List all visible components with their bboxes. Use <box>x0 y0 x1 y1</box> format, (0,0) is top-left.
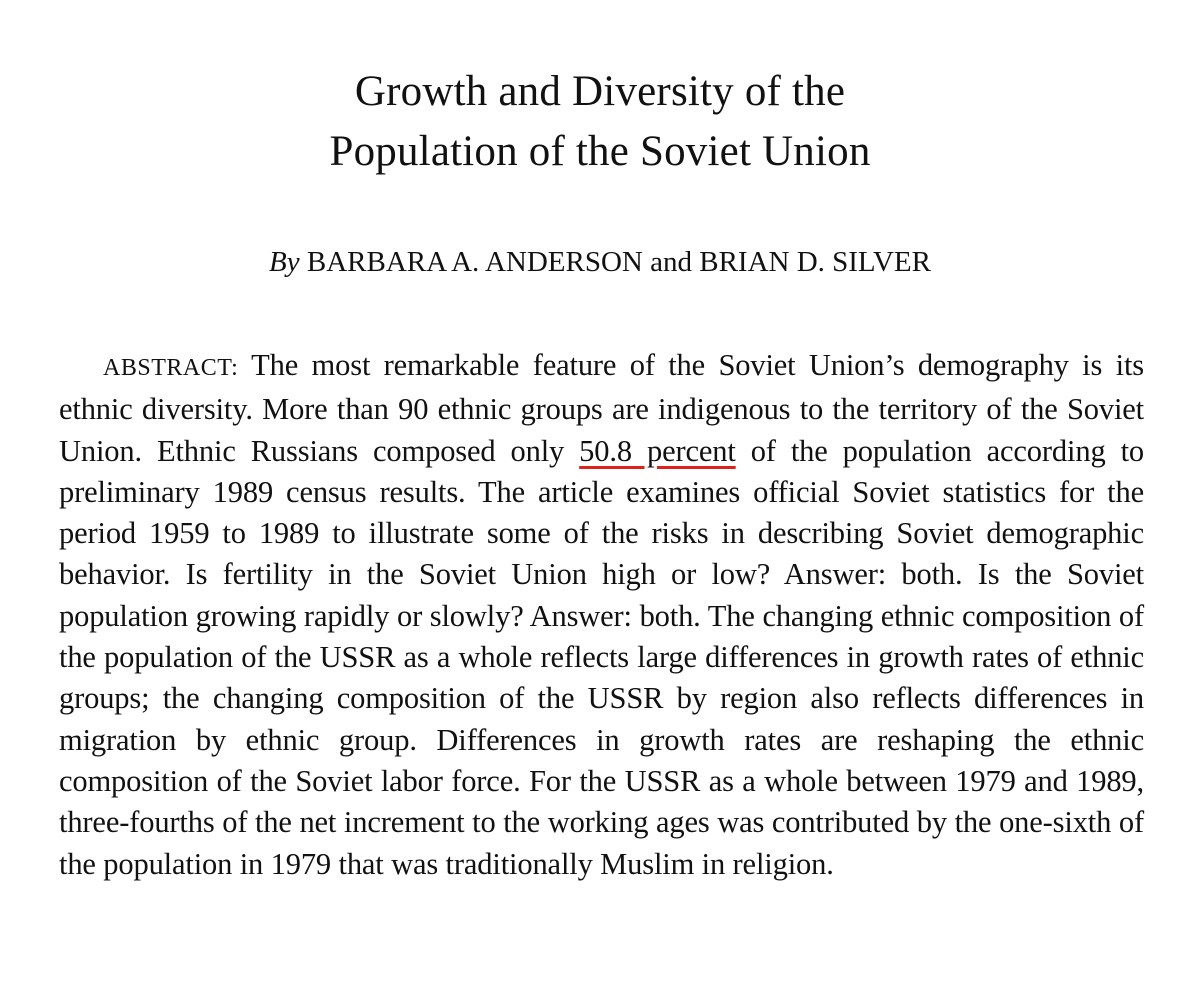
abstract-paragraph <box>59 345 1144 885</box>
byline-prefix: By <box>269 246 300 278</box>
highlighted-statistic: 50.8 percent <box>579 433 736 468</box>
abstract-label: ABSTRACT: <box>103 355 239 381</box>
abstract-text-part-2: of the population according to preliminary 1989 census results. The article examines official Soviet statistics for the period 1959 to 1989 to illustrate some of the risks in describing Soviet demographic behavior. Is fertility in the Soviet Union high or low? Answer: both. Is the Soviet population growing rapidly or slowly? Answer: both. The changing ethnic composition of the population of the USSR as a whole reflects large differences in growth rates of ethnic groups; the changing composition of the USSR by region also reflects differences in migration by ethnic group. Differences in growth rates are reshaping the ethnic composition of the Soviet labor force. For the USSR as a whole between 1979 and 1989, three-fourths of the net increment to the working ages was contributed by the one-sixth of the population in 1979 that was traditionally Muslim in religion. <box>59 433 1144 881</box>
author-names: BARBARA A. ANDERSON and BRIAN D. SILVER <box>306 246 931 278</box>
abstract-text-part-1: The most remarkable feature of the Soviet Union’s demography is its ethnic diversity. More than 90 ethnic groups are indigenous to the territory of the Soviet Union. Ethnic Russians composed only <box>59 348 1144 468</box>
title-line-2: Population of the Soviet Union <box>329 128 871 175</box>
title-line-1: Growth and Diversity of the <box>354 68 846 115</box>
author-byline <box>0 244 1200 280</box>
paper-title <box>0 62 1200 182</box>
